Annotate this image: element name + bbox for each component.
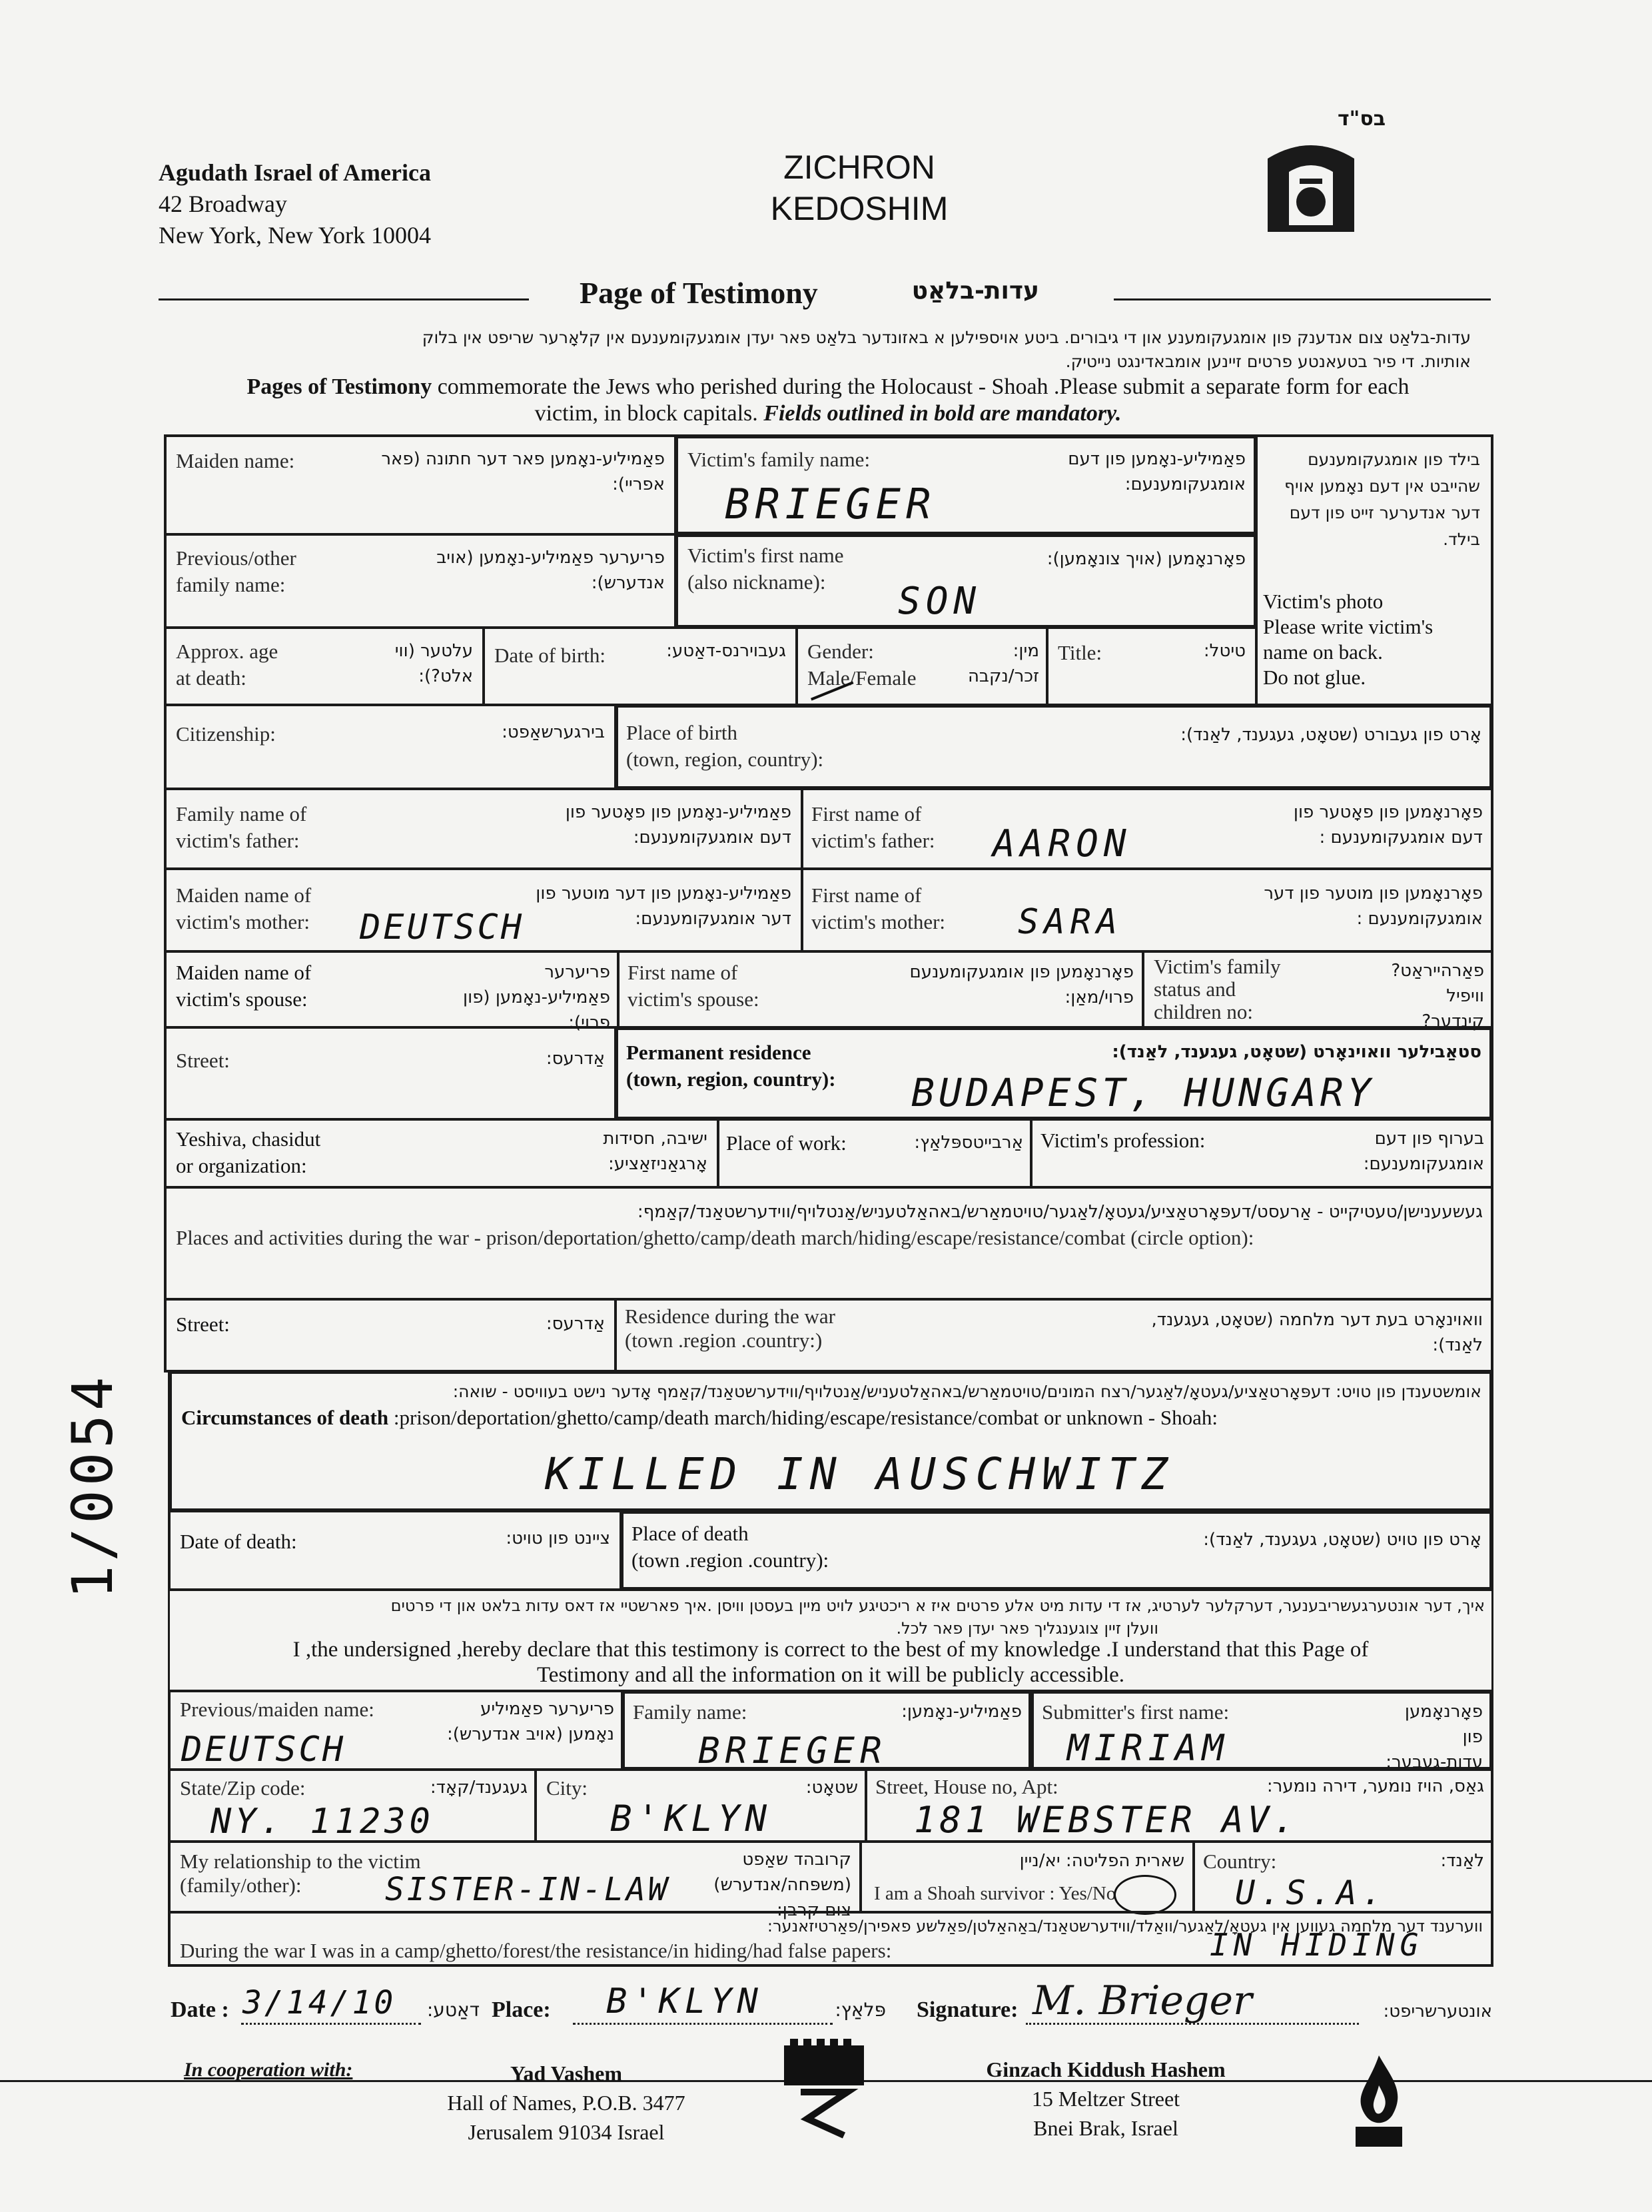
mother-maiden-line1: Maiden name of — [176, 883, 312, 907]
places-activities-field[interactable] — [164, 1186, 1493, 1301]
relationship-field[interactable] — [168, 1840, 862, 1920]
country-label-heb: לאַנד: — [1440, 1851, 1484, 1871]
war-street-field[interactable] — [164, 1298, 617, 1373]
place-of-birth-field[interactable] — [614, 704, 1493, 790]
declaration-heb-line1: איך, דער אונטערגעשריבענער, דערקלער לערטיג, אז די עדות מיט אלע פרטים איז א ריכטיגע לויט מיין בעסטן וויסן .איך פארשטיי אז דאס עדות בלאט און די פרטים — [390, 1596, 1485, 1615]
family-status-line1: Victim's family — [1154, 955, 1281, 978]
ginzach-flame-logo-icon — [1346, 2052, 1412, 2155]
state-zip-field[interactable] — [168, 1768, 537, 1843]
place-input-line[interactable] — [573, 2023, 833, 2025]
mother-maiden-name-value: DEUTSCH — [360, 907, 525, 947]
residence-war-line1: Residence during the war — [625, 1305, 835, 1328]
submitter-prev-maiden-label-heb: פריערער פאַמיליע נאָמען (אויב אנדערש): — [446, 1699, 614, 1744]
gender-field[interactable] — [795, 626, 1048, 706]
intro-hebrew-line2: אותיות. די פיר בטעאנטע פרטים זיינען אומבאדינגט נייטיק. — [1065, 352, 1471, 371]
place-of-birth-line2: (town, region, country): — [626, 748, 824, 771]
submitter-family-name-label: Family name: — [633, 1700, 747, 1724]
mother-first-name-value: SARA — [1018, 902, 1123, 942]
page-title: Page of Testimony — [580, 276, 818, 310]
circumstances-label-heb: אומשטענדן פון טויט: דעפּאָרטאַציע/געטאָ/לאַגער/רצח המונים/טויטמאַרש/באהאַלטעניש/אַנטלויף/ווידערשטאַנד/קאַמף אָדער נישט בעוויסט - שואה: — [452, 1382, 1481, 1401]
circumstances-label-bold: Circumstances of death — [181, 1406, 389, 1429]
date-input-line[interactable] — [241, 2023, 421, 2025]
approx-age-field[interactable] — [164, 626, 485, 706]
signature-label-heb: אונטערשריפט: — [1383, 2001, 1492, 2021]
father-first-name-field[interactable] — [801, 788, 1493, 870]
mother-maiden-name-label — [176, 882, 311, 935]
during-war-label: During the war I was in a camp/ghetto/forest/the resistance/in hiding/had false papers: — [180, 1939, 892, 1962]
place-of-death-line1: Place of death — [631, 1522, 749, 1545]
victim-first-name-value: SON — [898, 580, 982, 623]
survivor-label-heb: שארית הפליטה: יא/ניין — [1019, 1851, 1184, 1871]
ginzach-name: Ginzach Kiddush Hashem — [986, 2057, 1226, 2081]
submitter-first-name-label: Submitter's first name: — [1042, 1700, 1230, 1724]
spouse-maiden-line2: victim's spouse: — [176, 987, 308, 1011]
circumstances-value: KILLED IN AUSCHWITZ — [545, 1448, 1174, 1500]
relationship-heb-line2: צום קרבן: — [776, 1900, 851, 1920]
state-zip-label: State/Zip code: — [180, 1776, 306, 1800]
place-of-death-label — [631, 1520, 829, 1574]
victim-first-label-line2: (also nickname): — [687, 570, 826, 594]
form-title — [719, 147, 999, 229]
victim-first-label-line1: Victim's first name — [687, 544, 844, 567]
father-family-name-label-heb: פאַמיליע-נאָמען פון פאָטער פון דעם אומגעקומענעם: — [565, 802, 791, 847]
victim-first-name-label — [687, 542, 843, 596]
intro-english-text: commemorate the Jews who perished during the Holocaust - Shoah .Please submit a separate form for each — [432, 374, 1410, 399]
during-war-value: IN HIDING — [1210, 1927, 1424, 1963]
side-number: 1/0054 — [60, 1373, 125, 1599]
intro-hebrew-line1: עדות-בלאַט צום אנדענק פון אומגעקומענע און די גיבורים. ביטע אויספּילען א באזונדער בלאַט פאר יעדן אומגעקומענעם אין קלאָרער שריפט אין בלוק — [422, 328, 1471, 347]
victim-photo-area[interactable] — [1255, 434, 1493, 706]
photo-line2: Please write victim's — [1263, 615, 1434, 638]
photo-line4: Do not glue. — [1263, 666, 1366, 689]
intro-english-line1 — [165, 374, 1491, 400]
date-of-birth-label: Date of birth: — [494, 644, 606, 667]
mother-maiden-line2: victim's mother: — [176, 910, 310, 933]
place-of-birth-label — [626, 720, 823, 773]
spouse-first-name-field[interactable] — [617, 950, 1144, 1029]
previous-family-label-line2: family name: — [176, 573, 286, 596]
declaration-box — [168, 1588, 1493, 1692]
street-house-value: 181 WEBSTER AV. — [914, 1799, 1299, 1841]
org-block — [159, 157, 431, 251]
country-label: Country: — [1203, 1850, 1277, 1873]
father-first-line1: First name of — [811, 802, 922, 826]
place-label-heb: פּלאַץ: — [835, 1999, 886, 2021]
street-field[interactable] — [164, 1026, 617, 1121]
relationship-value: SISTER-IN-LAW — [385, 1871, 670, 1908]
father-family-line1: Family name of — [176, 802, 307, 826]
date-of-death-field[interactable] — [168, 1510, 622, 1591]
city-field[interactable] — [534, 1768, 867, 1843]
profession-field[interactable] — [1030, 1118, 1493, 1189]
family-status-line2: status and — [1154, 977, 1236, 1001]
country-value: U.S.A. — [1235, 1874, 1388, 1912]
during-war-label-heb: ווערענד דער מלחמה געווען אין געטאָ/לאַגער/וואַלד/ווידערשטאַנד/באַהאַלטן/פאַלשע פאפירן/פאַרטיזאנער: — [767, 1917, 1483, 1936]
during-war-field[interactable] — [168, 1911, 1493, 1967]
place-of-death-label-heb: אָרט פון טויט (שטאָט, געגענד, לאַנד): — [1203, 1530, 1481, 1550]
date-label: Date : — [171, 1997, 229, 2022]
date-of-death-label: Date of death: — [180, 1530, 297, 1553]
submitter-prev-maiden-label: Previous/maiden name: — [180, 1698, 374, 1721]
form-title-line2: KEDOSHIM — [770, 190, 949, 227]
date-of-birth-field[interactable] — [482, 626, 798, 706]
signature-value: M. Brieger — [1032, 1977, 1252, 2024]
declaration-english-line1: I ,the undersigned ,hereby declare that this testimony is correct to the best of my knowledge .I understand that this Page of — [292, 1638, 1369, 1662]
page-title-hebrew: עדות-בלאַט — [911, 277, 1039, 304]
intro-english-line2 — [165, 401, 1491, 426]
residence-war-label-heb: וואוינאָרט בעת דער מלחמה (שטאָט, געגענד, לאַנד): — [1151, 1310, 1483, 1355]
permanent-residence-field[interactable] — [614, 1026, 1493, 1121]
family-status-line3: children no: — [1154, 1000, 1253, 1023]
ginzach-block — [946, 2055, 1266, 2143]
yeshiva-heb-line1: ישיבה, חסידות — [603, 1129, 707, 1149]
cooperation-label: In cooperation with: — [184, 2059, 353, 2081]
previous-family-name-label — [176, 545, 296, 598]
places-activities-label-heb: געשעענישן/טעטיקייט - אַרעסט/דעפּאָרטאַציע/געטאָ/לאַגער/טויטמאַרש/באהאַלטעניש/אַנטלויף/ווידערשטאַנד/קאַמף: — [637, 1202, 1483, 1222]
places-activities-label: Places and activities during the war - prison/deportation/ghetto/camp/death march/hiding/escape/resistance/combat (circle option): — [176, 1226, 1254, 1249]
photo-instructions-heb: בילד פון אומגעקומענעם שהייבט אין דעם נאָמען אויף דער אנדערער זייט פון דעם בילד. — [1284, 450, 1480, 549]
street-house-field[interactable] — [865, 1768, 1493, 1843]
yeshiva-line1: Yeshiva, chasidut — [176, 1127, 321, 1151]
city-value: B'KLYN — [610, 1798, 773, 1840]
spouse-first-line1: First name of — [627, 961, 738, 984]
place-label: Place: — [492, 1997, 551, 2022]
victim-family-name-field[interactable] — [674, 434, 1258, 536]
father-family-name-field[interactable] — [164, 788, 803, 870]
submitter-family-name-field[interactable] — [621, 1690, 1032, 1771]
place-value: B'KLYN — [606, 1981, 763, 2021]
title-label-heb: טיטל: — [1203, 641, 1246, 661]
gender-label-line2: Male/Female — [807, 666, 917, 690]
yeshiva-label — [176, 1126, 320, 1179]
profession-label: Victim's profession: — [1040, 1129, 1206, 1152]
org-address-line2: New York, New York 10004 — [159, 222, 432, 249]
circumstances-of-death-field[interactable] — [168, 1370, 1493, 1512]
mother-maiden-name-label-heb: פאַמיליע-נאָמען פון דער מוטער פון דער אומגעקומענעם: — [536, 883, 791, 929]
profession-label-heb: בערוף פון דעם אומגעקומענעם: — [1363, 1129, 1484, 1174]
family-status-label — [1154, 955, 1281, 1023]
spouse-first-name-label-heb: פאָרנאָמען פון אומגעקומענעם פרוי/מאַן: — [909, 962, 1134, 1007]
mother-first-name-label-heb: פאָרנאָמען פון מוטער פון דער אומגעקומענעם : — [1264, 883, 1483, 929]
mother-maiden-name-field[interactable] — [164, 867, 803, 953]
spouse-maiden-line1: Maiden name of — [176, 961, 312, 984]
submitter-prev-maiden-field[interactable] — [168, 1690, 623, 1771]
date-label-heb: דאַטע: — [426, 1999, 480, 2021]
victim-family-name-label: Victim's family name: — [687, 448, 871, 471]
signature-label: Signature: — [917, 1997, 1019, 2022]
victim-family-name-value: BRIEGER — [725, 480, 937, 528]
place-of-death-line2: (town .region .country): — [631, 1548, 829, 1572]
place-of-work-field[interactable] — [717, 1118, 1032, 1189]
gender-label-line1: Gender: — [807, 640, 874, 663]
ginzach-address2: Bnei Brak, Israel — [1033, 2116, 1178, 2140]
permanent-residence-value: BUDAPEST, HUNGARY — [911, 1070, 1375, 1115]
submitter-first-name-label-heb: פאָרנאָמען פון עדות-געבער: — [1386, 1702, 1483, 1772]
yad-vashem-block — [426, 2059, 706, 2147]
war-street-label-heb: אַדרעס: — [546, 1314, 605, 1334]
family-status-field[interactable] — [1142, 950, 1493, 1029]
intro-english-bold: Pages of Testimony — [246, 374, 432, 399]
previous-family-name-label-heb: פריערער פאַמיליע-נאָמען (אויב אנדערש): — [436, 548, 665, 593]
yad-vashem-name: Yad Vashem — [510, 2061, 623, 2085]
org-address-line1: 42 Broadway — [159, 191, 287, 217]
maiden-name-field[interactable] — [164, 434, 677, 536]
mother-first-line1: First name of — [811, 883, 922, 907]
relationship-line2: (family/other): — [180, 1874, 302, 1897]
father-family-name-label — [176, 801, 306, 854]
mother-first-line2: victim's mother: — [811, 910, 946, 933]
father-first-name-label-heb: פאָרנאָמען פון פאָטער פון דעם אומגעקומענעם : — [1293, 802, 1483, 847]
victim-family-name-label-heb: פאַמיליע-נאָמען פון דעם אומגעקומענעם: — [1068, 449, 1246, 494]
age-label-line1: Approx. age — [176, 640, 278, 663]
father-first-name-label — [811, 801, 935, 854]
residence-war-line2: (town .region .country:) — [625, 1329, 823, 1352]
mother-first-name-label — [811, 882, 945, 935]
survivor-no-circle — [1114, 1875, 1176, 1915]
date-of-death-label-heb: ציינט פון טויט: — [506, 1528, 610, 1548]
declaration-english — [177, 1637, 1485, 1688]
permanent-residence-label-heb: סטאַבילער וואוינאָרט (שטאָט, געגענד, לאַנד): — [1112, 1042, 1481, 1062]
submitter-family-name-value: BRIEGER — [698, 1730, 887, 1772]
father-first-name-value: AARON — [993, 822, 1132, 865]
submitter-first-name-field[interactable] — [1030, 1690, 1493, 1771]
country-field[interactable] — [1192, 1840, 1493, 1914]
city-label: City: — [546, 1776, 588, 1800]
submitter-prev-maiden-value: DEUTSCH — [181, 1730, 346, 1770]
declaration-heb-line2: וועלן זיין צוגענגליך פאר יעדן פאר לכל. — [896, 1619, 1158, 1638]
previous-family-name-field[interactable] — [164, 533, 677, 629]
permanent-residence-line2: (town, region, country): — [626, 1067, 836, 1091]
maiden-name-label: Maiden name: — [176, 449, 295, 472]
spouse-maiden-name-label-heb: פריערער פאַמיליע-נאָמען (פון פרוי): — [463, 962, 610, 1033]
submitter-family-name-label-heb: פאַמיליע-נאָמען: — [901, 1702, 1022, 1722]
street-house-label: Street, House no, Apt: — [875, 1775, 1058, 1798]
survivor-field[interactable] — [859, 1840, 1195, 1914]
state-zip-label-heb: געגענד/קאָד: — [430, 1778, 528, 1798]
yad-vashem-address2: Jerusalem 91034 Israel — [468, 2120, 665, 2144]
org-name: Agudath Israel of America — [159, 159, 431, 186]
title-rule-right — [1114, 298, 1491, 300]
yeshiva-line2: or organization: — [176, 1154, 307, 1177]
title-field[interactable] — [1046, 626, 1258, 706]
photo-line3: name on back. — [1263, 640, 1383, 664]
yad-vashem-address1: Hall of Names, P.O.B. 3477 — [447, 2091, 685, 2115]
intro-english-text2: victim, in block capitals. — [534, 401, 764, 426]
yad-vashem-logo-icon — [781, 2039, 867, 2142]
yeshiva-field[interactable] — [164, 1118, 719, 1189]
approx-age-label-heb: עלטער (ווי אלט?): — [394, 641, 473, 686]
relationship-line1: My relationship to the victim — [180, 1850, 421, 1873]
approx-age-label — [176, 638, 278, 692]
father-family-line2: victim's father: — [176, 829, 300, 852]
title-rule-left — [159, 298, 529, 300]
circumstances-label-rest: :prison/deportation/ghetto/camp/death march/hiding/escape/resistance/combat or unknown - Shoah: — [388, 1406, 1218, 1429]
spouse-first-line2: victim's spouse: — [627, 987, 759, 1011]
bsd-mark: בס"ד — [1338, 107, 1386, 131]
residence-during-war-field[interactable] — [614, 1298, 1493, 1373]
photo-instructions — [1263, 589, 1433, 690]
residence-war-label — [625, 1305, 835, 1353]
intro-mandatory-note: Fields outlined in bold are mandatory. — [763, 401, 1122, 426]
circumstances-label — [181, 1404, 1487, 1431]
gender-label-heb: מין: זכר/נקבה — [967, 641, 1039, 686]
place-of-death-field[interactable] — [620, 1510, 1493, 1591]
torah-logo-icon — [1261, 139, 1361, 242]
ginzach-address1: 15 Meltzer Street — [1031, 2087, 1180, 2111]
place-of-work-label-heb: אַרבייטספּלאַץ: — [914, 1133, 1023, 1153]
permanent-residence-line1: Permanent residence — [626, 1041, 811, 1064]
street-label-heb: אַדרעס: — [546, 1049, 605, 1069]
war-street-label: Street: — [176, 1313, 230, 1336]
victim-first-name-label-heb: פאָרנאָמען (אויך צונאָמען): — [1046, 549, 1246, 569]
permanent-residence-label — [626, 1039, 836, 1093]
place-of-work-label: Place of work: — [726, 1131, 847, 1155]
yeshiva-label-heb — [574, 1126, 707, 1177]
date-value: 3/14/10 — [242, 1984, 396, 2021]
spouse-first-name-label — [627, 959, 759, 1013]
street-house-label-heb: גאַס, הויז נומער, דירה נומער: — [1266, 1776, 1484, 1796]
city-label-heb: שטאָט: — [805, 1778, 858, 1798]
form-title-line1: ZICHRON — [783, 149, 935, 186]
photo-line1: Victim's photo — [1263, 590, 1384, 613]
maiden-name-label-heb: פאַמיליע-נאָמען פאר דער חתונה (פאר אפריי): — [381, 449, 665, 494]
family-status-label-heb: פאַרהייראַט? וויפיל קינדער? — [1391, 961, 1484, 1031]
street-label: Street: — [176, 1049, 230, 1072]
spouse-maiden-name-label — [176, 959, 311, 1013]
father-first-line2: victim's father: — [811, 829, 935, 852]
date-of-birth-label-heb: געבוירנס-דאַטע: — [666, 641, 786, 661]
submitter-first-name-value: MIRIAM — [1067, 1727, 1230, 1769]
yeshiva-heb-line2: אָרגאַניזאַציע: — [608, 1154, 707, 1174]
age-label-line2: at death: — [176, 666, 246, 690]
victim-first-name-field[interactable] — [674, 533, 1258, 629]
citizenship-field[interactable] — [164, 704, 617, 790]
citizenship-label-heb: בירגערשאַפט: — [502, 722, 605, 742]
citizenship-label: Citizenship: — [176, 722, 276, 746]
survivor-label: I am a Shoah survivor : Yes/No — [874, 1883, 1116, 1904]
previous-family-label-line1: Previous/other — [176, 546, 296, 570]
place-of-birth-line1: Place of birth — [626, 721, 738, 744]
mother-first-name-field[interactable] — [801, 867, 1493, 953]
place-of-birth-label-heb: אָרט פון געבורט (שטאָט, געגענד, לאַנד): — [1180, 725, 1481, 745]
title-label: Title: — [1058, 641, 1102, 664]
relationship-heb-line1: קרובהד שאַפט (משפּחה/אנדערש) — [713, 1850, 851, 1895]
state-zip-value: NY. 11230 — [210, 1802, 434, 1842]
declaration-english-line2: Testimony and all the information on it will be publicly accessible. — [536, 1663, 1125, 1687]
spouse-maiden-name-field[interactable] — [164, 950, 620, 1033]
